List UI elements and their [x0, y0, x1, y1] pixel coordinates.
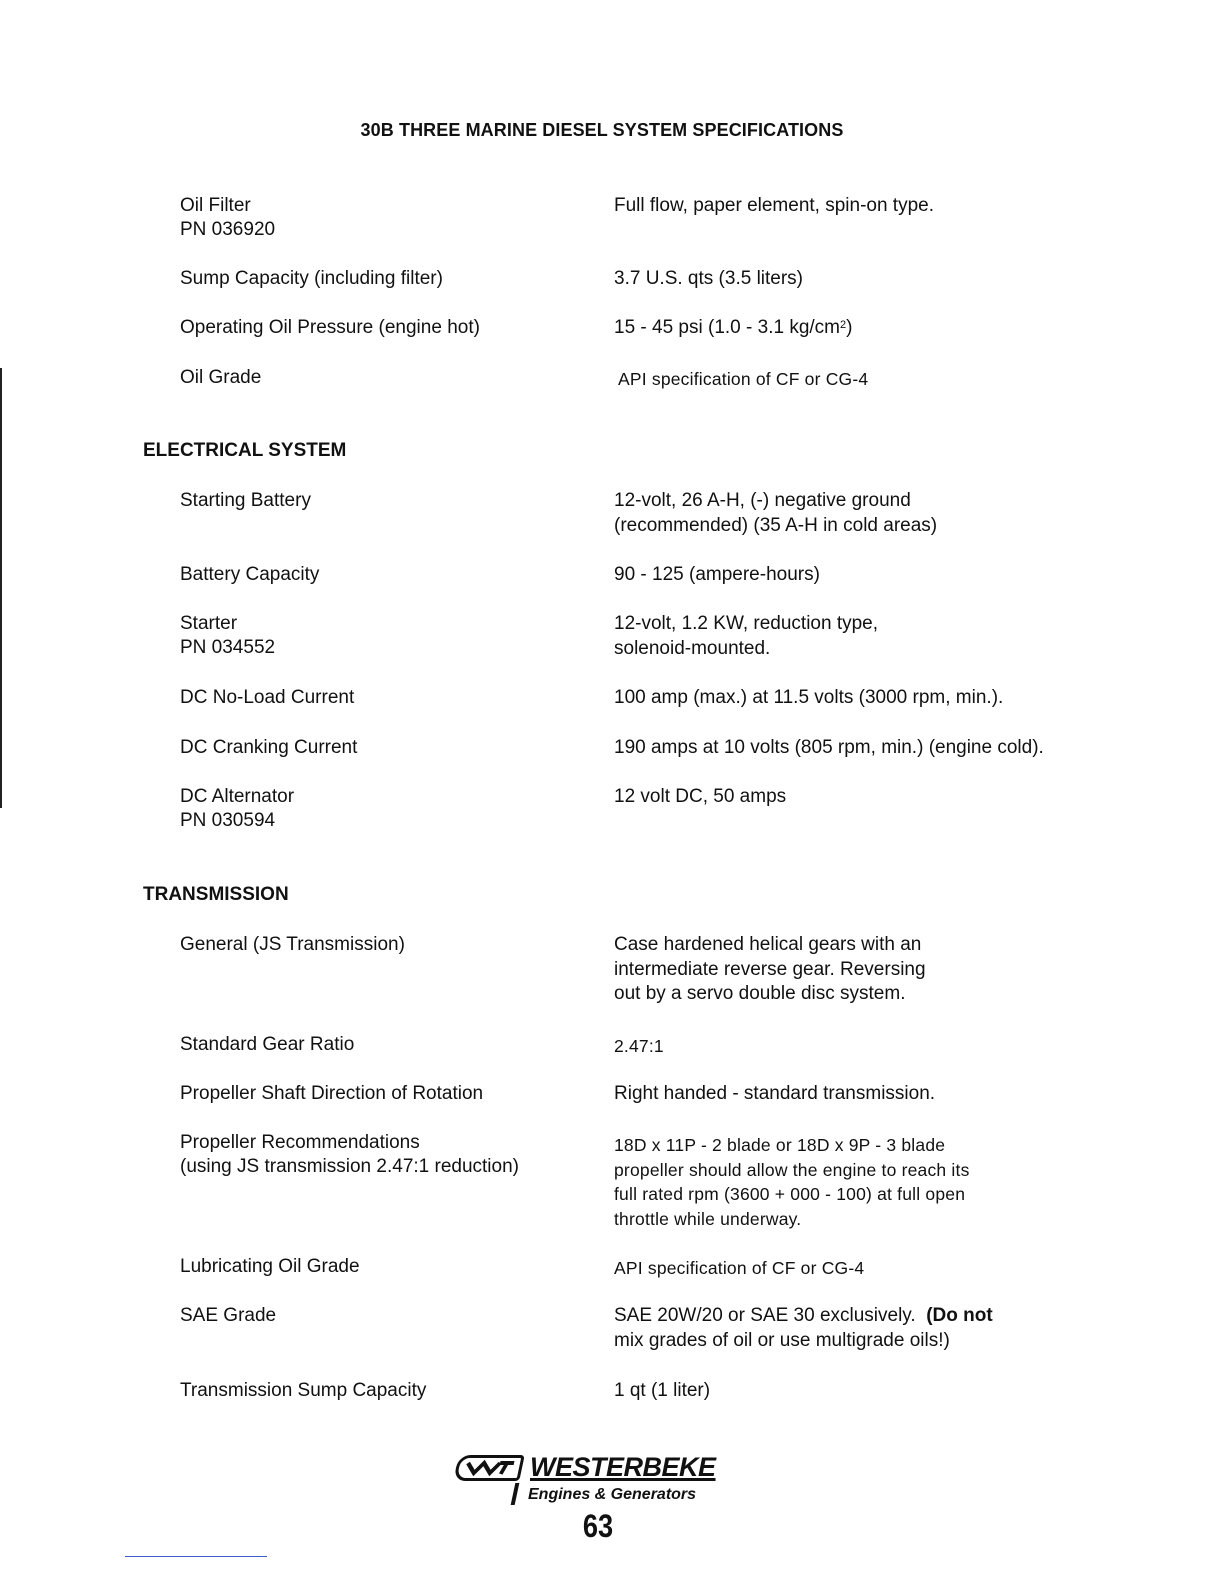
sae-grade-label: SAE Grade [180, 1305, 277, 1326]
logo-rule-vertical [511, 1483, 520, 1505]
propeller-shaft-rotation-label: Propeller Shaft Direction of Rotation [180, 1083, 484, 1104]
starter-value: 12-volt, 1.2 KW, reduction type, solenoid-mounted. [614, 613, 879, 659]
propeller-shaft-rotation-value: Right handed - standard transmission. [614, 1083, 936, 1104]
dc-alternator-value: 12 volt DC, 50 amps [614, 786, 787, 807]
starter-label: Starter PN 034552 [180, 613, 276, 658]
scan-margin-line [0, 368, 2, 808]
oil-filter-label: Oil Filter PN 036920 [180, 195, 276, 240]
starting-battery-label: Starting Battery [180, 490, 311, 511]
general-transmission-label: General (JS Transmission) [180, 934, 405, 955]
dc-no-load-current-label: DC No-Load Current [180, 687, 355, 708]
transmission-sump-capacity-label: Transmission Sump Capacity [180, 1380, 427, 1401]
oil-filter-value: Full flow, paper element, spin-on type. [614, 195, 935, 216]
sump-capacity-value: 3.7 U.S. qts (3.5 liters) [614, 268, 804, 289]
oil-grade-value: API specification of CF or CG-4 [618, 369, 869, 389]
propeller-recommendations-value: 18D x 11P - 2 blade or 18D x 9P - 3 blade propeller should allow the engine to reach its full rated rpm (3600 + 000 - 100) at full open throttle while underway. [614, 1135, 970, 1229]
dc-alternator-label: DC Alternator PN 030594 [180, 786, 295, 831]
lubricating-oil-grade-label: Lubricating Oil Grade [180, 1256, 360, 1277]
standard-gear-ratio-label: Standard Gear Ratio [180, 1034, 355, 1055]
dc-cranking-current-value: 190 amps at 10 volts (805 rpm, min.) (engine cold). [614, 737, 1044, 758]
page-number: 63 [582, 1508, 614, 1544]
logo-tagline: Engines & Generators [528, 1486, 697, 1503]
oil-grade-label: Oil Grade [180, 367, 262, 388]
electrical-system-heading: ELECTRICAL SYSTEM [143, 440, 347, 461]
battery-capacity-value: 90 - 125 (ampere-hours) [614, 564, 820, 585]
sae-grade-value: SAE 20W/20 or SAE 30 exclusively. (Do not mix grades of oil or use multigrade oils!) [614, 1305, 993, 1351]
general-transmission-value: Case hardened helical gears with an intermediate reverse gear. Reversing out by a servo double disc system. [614, 934, 926, 1004]
westerbeke-badge-icon [453, 1455, 525, 1481]
propeller-recommendations-label: Propeller Recommendations (using JS transmission 2.47:1 reduction) [180, 1132, 519, 1177]
page-title: 30B THREE MARINE DIESEL SYSTEM SPECIFICATIONS [360, 120, 844, 140]
bottom-rule [125, 1556, 267, 1557]
standard-gear-ratio-value: 2.47:1 [614, 1036, 664, 1056]
transmission-sump-capacity-value: 1 qt (1 liter) [614, 1380, 711, 1401]
lubricating-oil-grade-value: API specification of CF or CG-4 [614, 1258, 865, 1278]
starting-battery-value: 12-volt, 26 A-H, (-) negative ground (recommended) (35 A-H in cold areas) [614, 490, 938, 536]
westerbeke-logo [456, 1453, 726, 1513]
battery-capacity-label: Battery Capacity [180, 564, 320, 585]
logo-name: WESTERBEKE [530, 1452, 716, 1482]
dc-no-load-current-value: 100 amp (max.) at 11.5 volts (3000 rpm, min.). [614, 687, 1004, 708]
sump-capacity-label: Sump Capacity (including filter) [180, 268, 443, 289]
operating-oil-pressure-value: 15 - 45 psi (1.0 - 3.1 $kg/cm^2$) [614, 317, 853, 338]
dc-cranking-current-label: DC Cranking Current [180, 737, 358, 758]
transmission-heading: TRANSMISSION [143, 884, 289, 905]
operating-oil-pressure-label: Operating Oil Pressure (engine hot) [180, 317, 480, 338]
